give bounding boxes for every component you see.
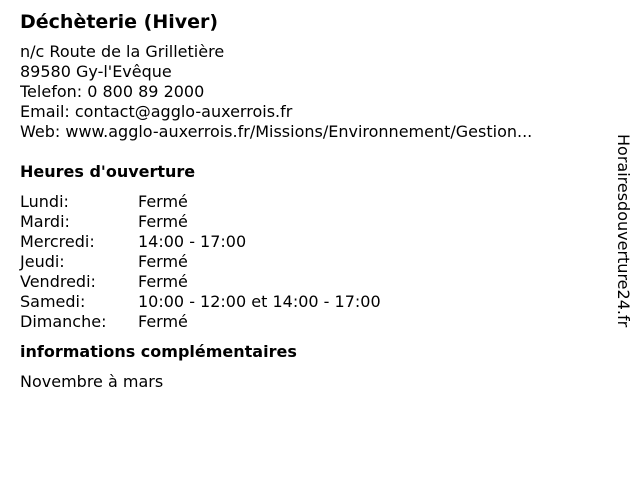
day-label: Samedi: (20, 292, 86, 311)
hours-row-saturday (20, 292, 381, 312)
time-value: Fermé (138, 312, 188, 331)
time-value: Fermé (138, 252, 188, 271)
hours-row-thursday (20, 252, 381, 272)
hours-row-friday (20, 272, 381, 292)
site-watermark: Horairesdouverture24.fr (614, 134, 633, 328)
time-value: 10:00 - 12:00 et 14:00 - 17:00 (138, 292, 381, 311)
day-label: Jeudi: (20, 252, 65, 271)
phone-number: Telefon: 0 800 89 2000 (20, 82, 205, 101)
opening-hours-heading: Heures d'ouverture (20, 162, 196, 181)
street-address: n/c Route de la Grilletière (20, 42, 225, 61)
hours-row-tuesday (20, 212, 381, 232)
opening-hours-table (20, 192, 381, 332)
hours-row-sunday (20, 312, 381, 332)
address-block (20, 42, 610, 142)
email-address: Email: contact@agglo-auxerrois.fr (20, 102, 293, 121)
website-link[interactable]: Web: www.agglo-auxerrois.fr/Missions/Environnement/Gestion... (20, 122, 533, 141)
day-label: Vendredi: (20, 272, 96, 291)
day-label: Lundi: (20, 192, 69, 211)
additional-info-text: Novembre à mars (20, 372, 164, 391)
time-value: Fermé (138, 192, 188, 211)
listing-card (20, 10, 610, 392)
day-label: Mercredi: (20, 232, 95, 251)
hours-row-monday (20, 192, 381, 212)
page-title: Déchèterie (Hiver) (20, 11, 219, 33)
time-value: Fermé (138, 212, 188, 231)
additional-info-heading: informations complémentaires (20, 342, 297, 361)
city-address: 89580 Gy-l'Evêque (20, 62, 172, 81)
hours-row-wednesday (20, 232, 381, 252)
time-value: 14:00 - 17:00 (138, 232, 247, 251)
day-label: Mardi: (20, 212, 70, 231)
day-label: Dimanche: (20, 312, 107, 331)
time-value: Fermé (138, 272, 188, 291)
